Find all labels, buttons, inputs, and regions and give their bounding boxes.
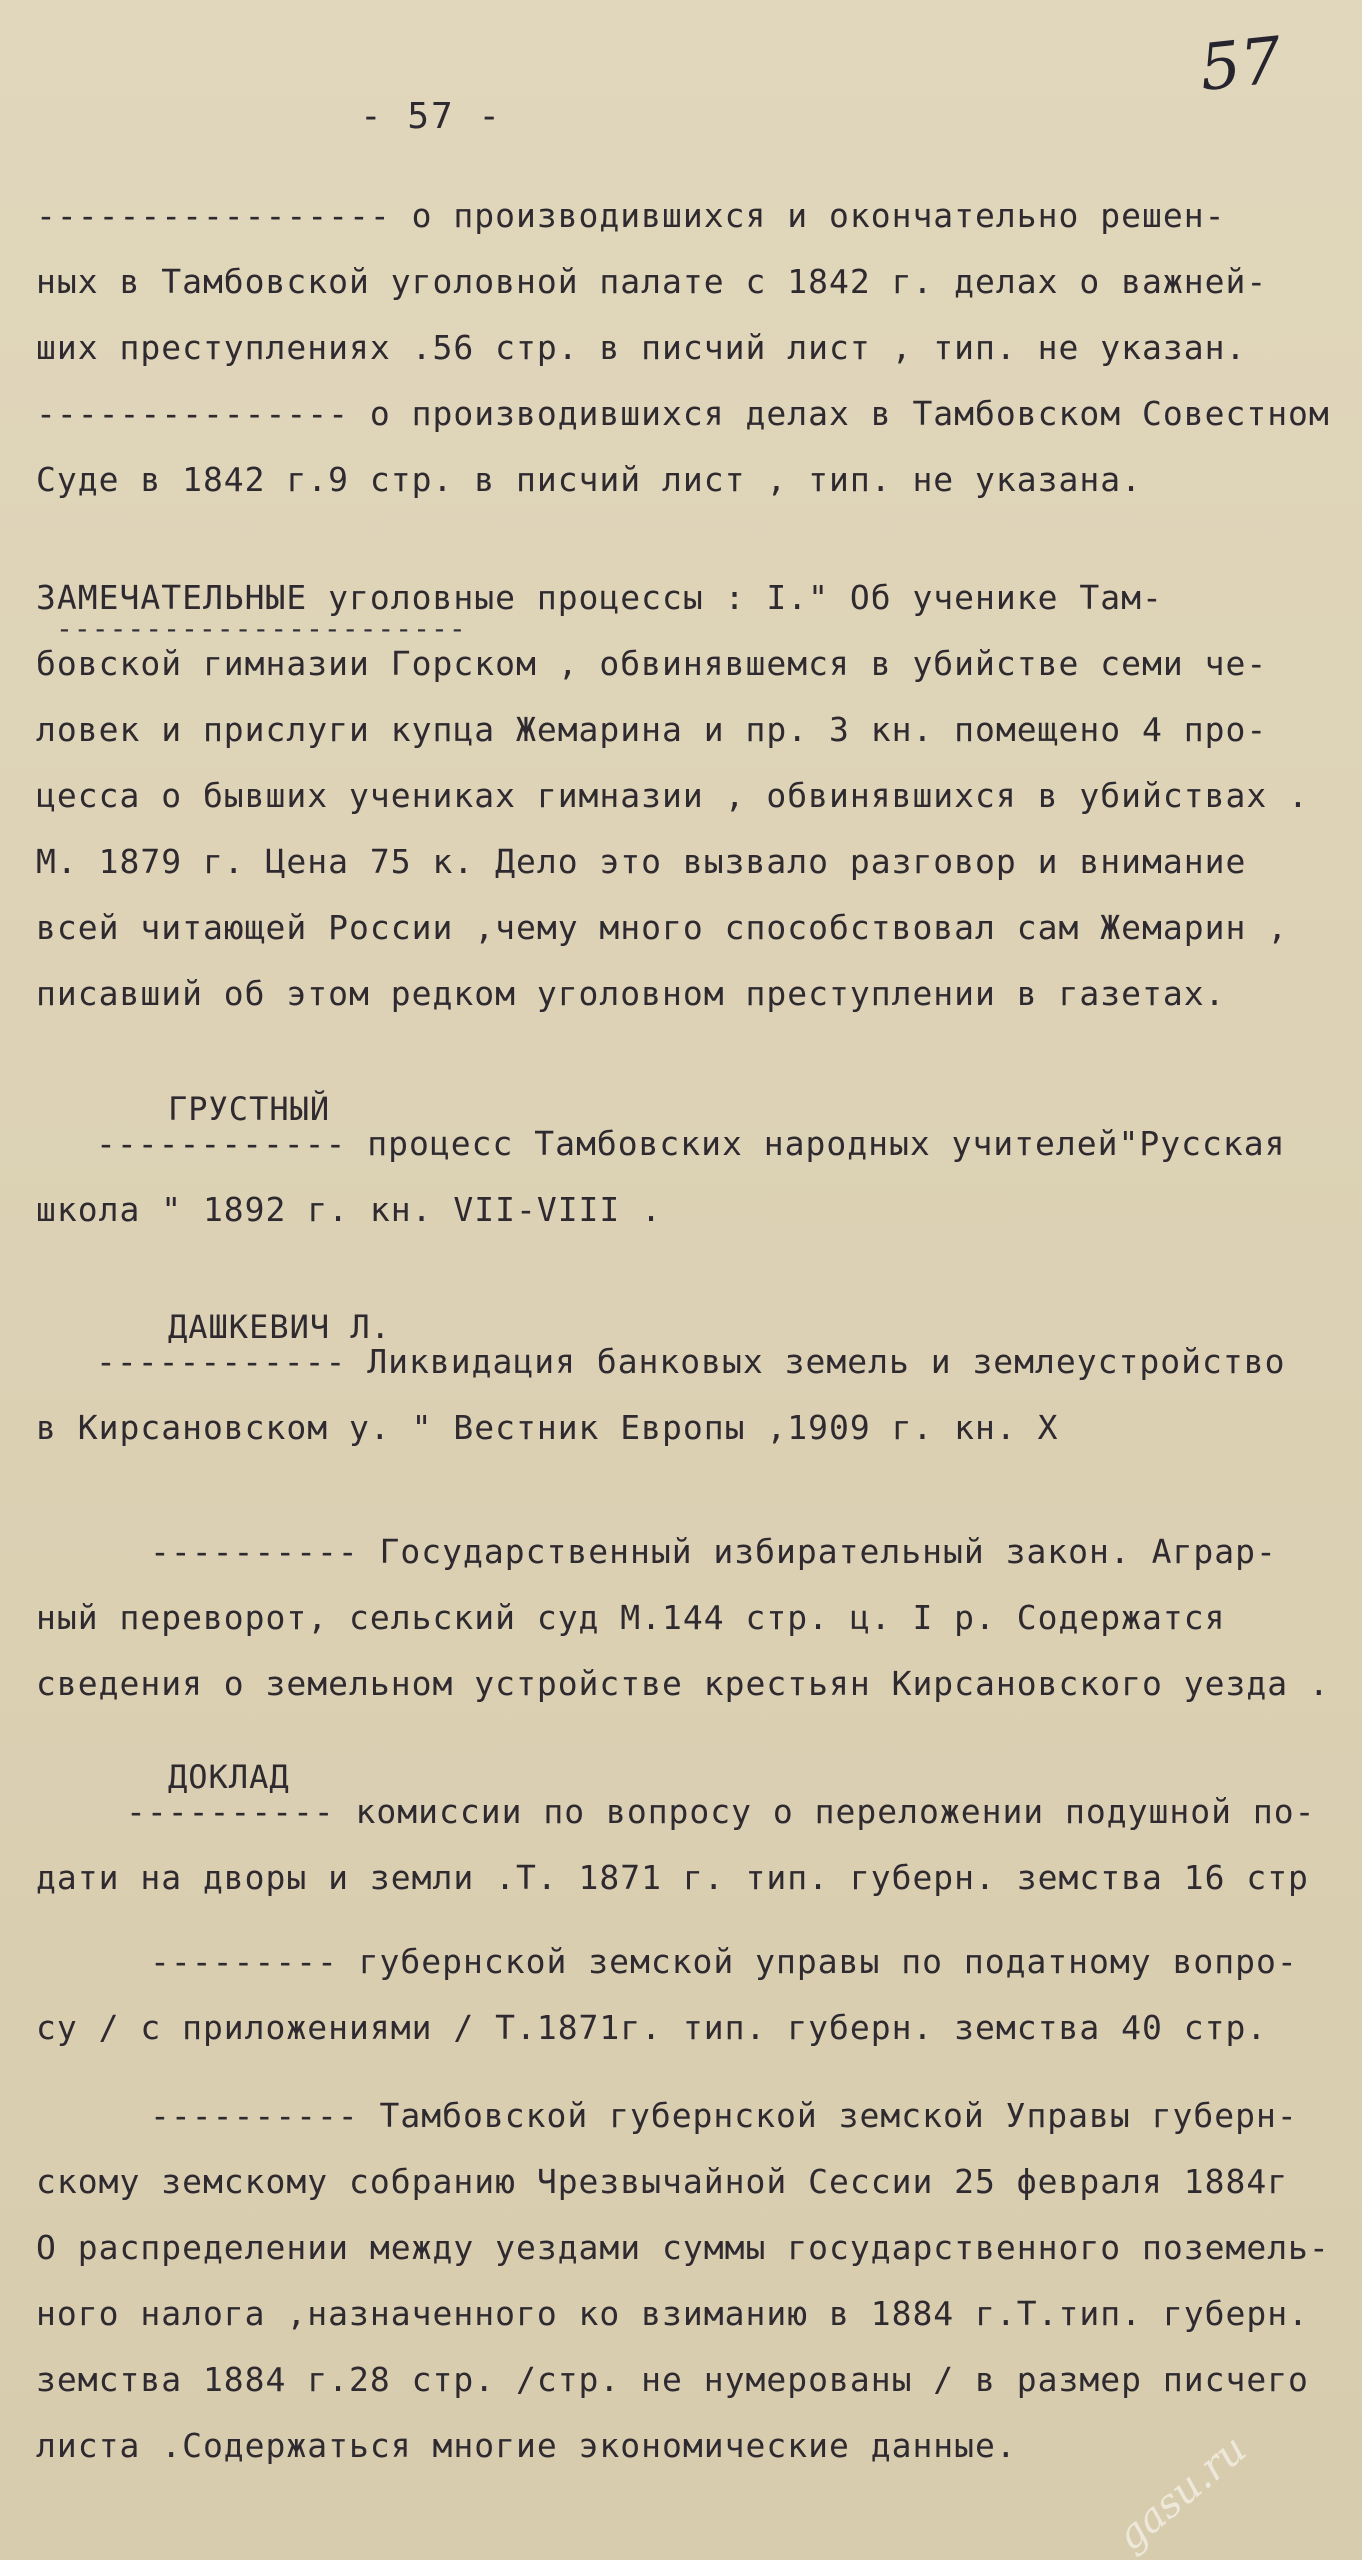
text-line: ных в Тамбовской уголовной палате с 1842 г. делах о важней- (36, 262, 1268, 301)
text-line: бовской гимназии Горском , обвинявшемся в убийстве семи че- (36, 644, 1268, 683)
text-line: в Кирсановском у. " Вестник Европы ,1909 г. кн. X (36, 1408, 1059, 1447)
watermark: gasu.ru (1108, 2426, 1256, 2560)
text-line: ---------- Тамбовской губернской земской Управы губерн- (150, 2096, 1298, 2135)
text-line: ---------- Государственный избирательный закон. Аграр- (150, 1532, 1277, 1571)
entry-heading: ГРУСТНЫЙ (168, 1090, 331, 1128)
text-line: су / с приложениями / Т.1871г. тип. губерн. земства 40 стр. (36, 2008, 1268, 2047)
text-line: --------------- о производившихся делах в Тамбовском Совестном (36, 394, 1330, 433)
entry-heading: ДАШКЕВИЧ Л. (168, 1308, 391, 1346)
text-line: ловек и прислуги купца Жемарина и пр. 3 кн. помещено 4 про- (36, 710, 1268, 749)
entry-heading: ДОКЛАД (168, 1758, 290, 1796)
text-line: ЗАМЕЧАТЕЛЬНЫЕ уголовные процессы : I." Об ученике Там- (36, 578, 1163, 617)
text-line: М. 1879 г. Цена 75 к. Дело это вызвало разговор и внимание (36, 842, 1247, 881)
text-line: ного налога ,назначенного ко взиманию в 1884 г.Т.тип. губерн. (36, 2294, 1309, 2333)
text-line: всей читающей России ,чему много способствовал сам Жемарин , (36, 908, 1289, 947)
text-line: --------- губернской земской управы по податному вопро- (150, 1942, 1298, 1981)
text-line: школа " 1892 г. кн. VII-VIII . (36, 1190, 663, 1229)
text-line: дати на дворы и земли .Т. 1871 г. тип. губерн. земства 16 стр (36, 1858, 1309, 1897)
text-line: земства 1884 г.28 стр. /стр. не нумерованы / в размер писчего (36, 2360, 1309, 2399)
handwritten-page-number: 57 (1196, 23, 1286, 107)
text-line: ный переворот, сельский суд М.144 стр. ц. I р. Содержатся (36, 1598, 1226, 1637)
text-line: скому земскому собранию Чрезвычайной Сессии 25 февраля 1884г (36, 2162, 1289, 2201)
page-number: - 57 - (360, 96, 503, 137)
text-line: писавший об этом редком уголовном преступлении в газетах. (36, 974, 1226, 1013)
text-line: ---------- комиссии по вопросу о переложении подушной по- (126, 1792, 1316, 1831)
text-line: ----------------- о производившихся и окончательно решен- (36, 196, 1226, 235)
text-line: листа .Содержаться многие экономические данные. (36, 2426, 1017, 2465)
text-line: ------------ Ликвидация банковых земель и землеустройство (96, 1342, 1286, 1381)
text-line: ------------ процесс Тамбовских народных учителей"Русская (96, 1124, 1286, 1163)
heading-underline: ----------------------- (56, 612, 467, 645)
text-line: Суде в 1842 г.9 стр. в писчий лист , тип. не указана. (36, 460, 1142, 499)
text-line: О распределении между уездами суммы государственного поземель- (36, 2228, 1330, 2267)
text-line: цесса о бывших учениках гимназии , обвинявшихся в убийствах . (36, 776, 1309, 815)
text-line: ших преступлениях .56 стр. в писчий лист , тип. не указан. (36, 328, 1247, 367)
text-line: сведения о земельном устройстве крестьян Кирсановского уезда . (36, 1664, 1330, 1703)
